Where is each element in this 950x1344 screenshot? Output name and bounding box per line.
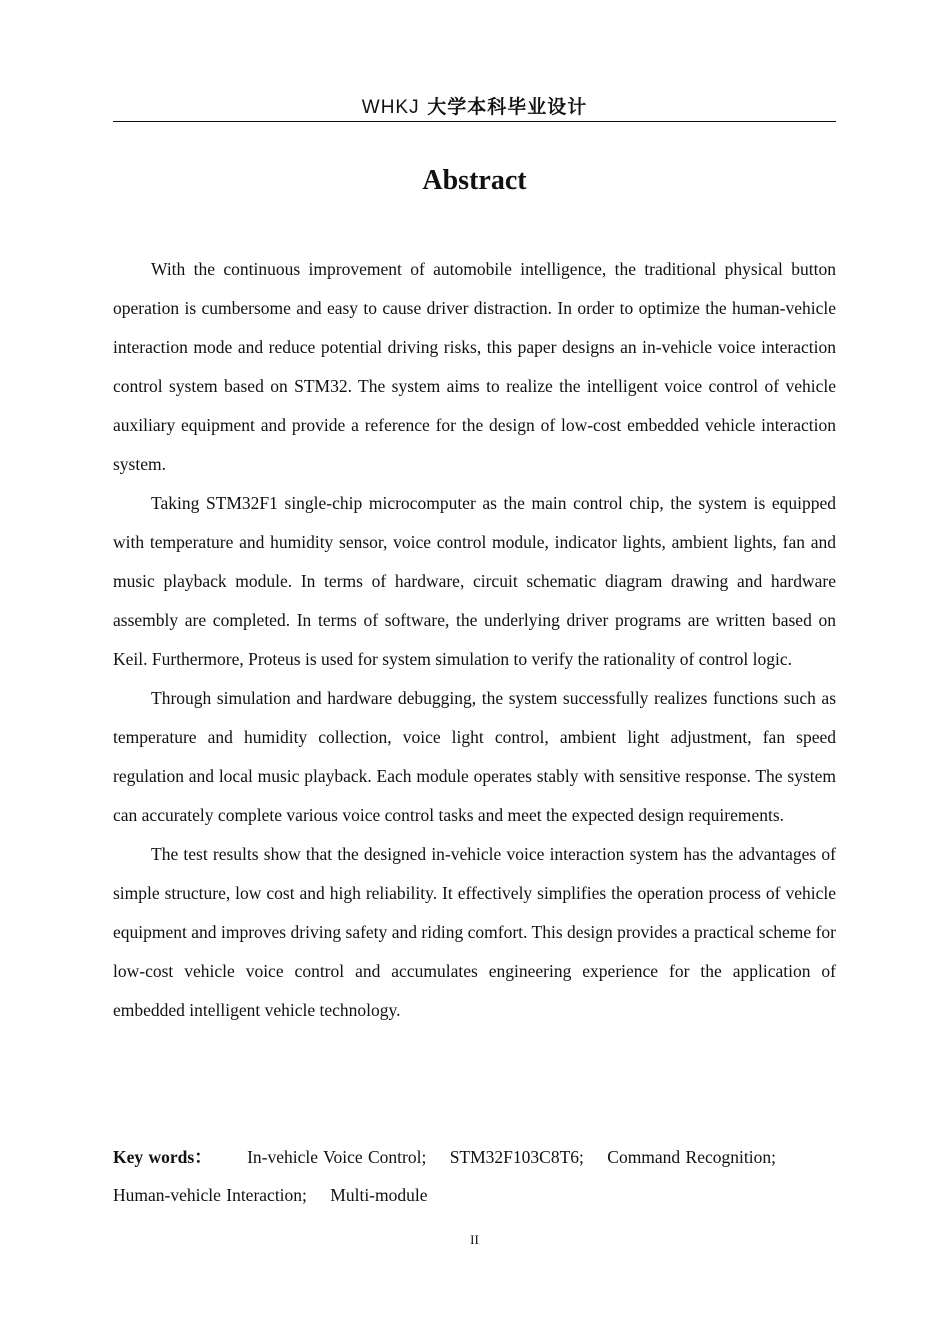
- running-header: [113, 94, 836, 122]
- keywords-label: Key words：: [113, 1147, 212, 1167]
- abstract-body: [113, 250, 836, 1030]
- keyword-item: Command Recognition;: [607, 1147, 776, 1167]
- header-title: 大学本科毕业设计: [427, 96, 588, 118]
- abstract-paragraph-3: Through simulation and hardware debugging, the system successfully realizes functions such as temperature and humidity collection, voice light control, ambient light adjustment, fan speed regulation and local music playback. Each module operates stably with sensitive response. The system can accurately complete various voice control tasks and meet the expected design requirements.: [113, 688, 836, 825]
- abstract-title: Abstract: [422, 165, 527, 196]
- keywords-section: [113, 1138, 836, 1214]
- abstract-paragraph-2: Taking STM32F1 single-chip microcomputer as the main control chip, the system is equipped with temperature and humidity sensor, voice control module, indicator lights, ambient lights, fan and music playback module. In terms of hardware, circuit schematic diagram drawing and hardware assembly are completed. In terms of software, the underlying driver programs are written based on Keil. Furthermore, Proteus is used for system simulation to verify the rationality of control logic.: [113, 493, 836, 669]
- keyword-item: In-vehicle Voice Control;: [247, 1147, 427, 1167]
- abstract-paragraph-1: With the continuous improvement of automobile intelligence, the traditional physical button operation is cumbersome and easy to cause driver distraction. In order to optimize the human-vehicle interaction mode and reduce potential driving risks, this paper designs an in-vehicle voice interaction control system based on STM32. The system aims to realize the intelligent voice control of vehicle auxiliary equipment and provide a reference for the design of low-cost embedded vehicle interaction system.: [113, 259, 836, 474]
- abstract-paragraph-4: The test results show that the designed in-vehicle voice interaction system has the advantages of simple structure, low cost and high reliability. It effectively simplifies the operation process of vehicle equipment and improves driving safety and riding comfort. This design provides a practical scheme for low-cost vehicle voice control and accumulates engineering experience for the application of embedded intelligent vehicle technology.: [113, 844, 836, 1020]
- keyword-item: STM32F103C8T6;: [449, 1147, 584, 1167]
- keyword-item: Multi-module: [330, 1185, 428, 1205]
- keyword-item: Human-vehicle Interaction;: [113, 1185, 307, 1205]
- header-code: WHKJ: [361, 97, 420, 118]
- page-number: II: [470, 1232, 479, 1247]
